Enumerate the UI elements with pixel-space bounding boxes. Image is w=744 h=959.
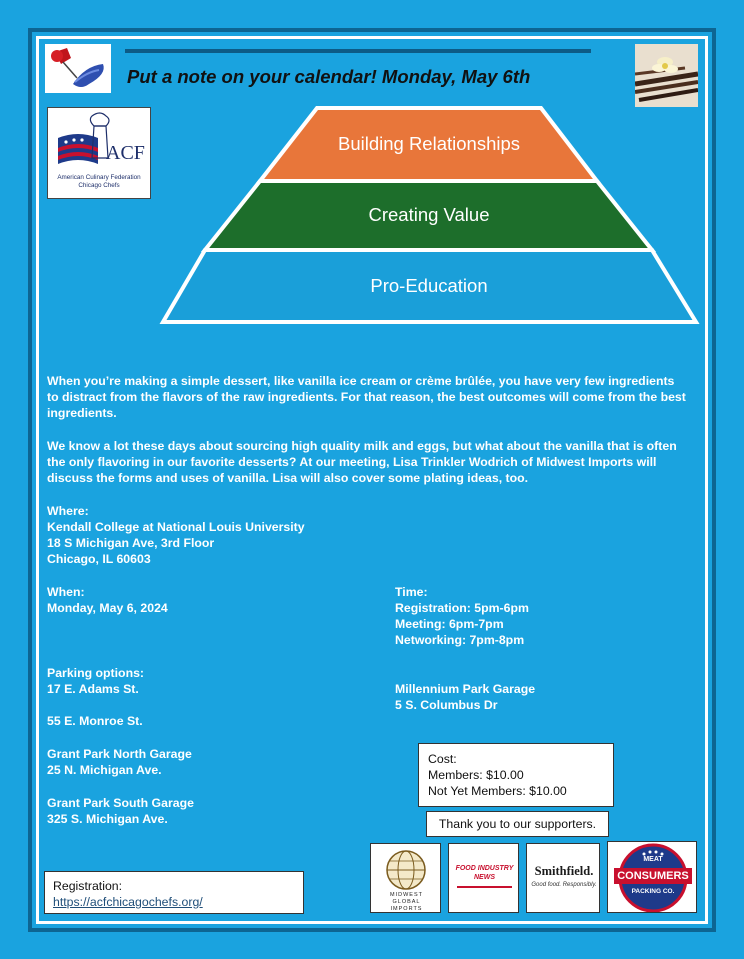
tier-label-education: Pro-Education: [370, 275, 488, 296]
sponsor-food-industry-news[interactable]: [448, 843, 519, 913]
cost-box: [418, 743, 614, 807]
consumers-bottom-text: PACKING CO.: [631, 888, 675, 895]
cost-members: Members: $10.00: [428, 768, 524, 782]
tier-label-relationships: Building Relationships: [337, 133, 521, 154]
parking-option-1: 17 E. Adams St.: [47, 682, 139, 696]
when-heading: When:: [47, 585, 85, 599]
when-date: Monday, May 6, 2024: [47, 601, 168, 615]
where-line-1: Kendall College at National Louis University: [47, 520, 305, 534]
parking-option-3-address: 25 N. Michigan Ave.: [47, 763, 162, 777]
time-meeting: Meeting: 6pm-7pm: [395, 617, 504, 631]
where-line-3: Chicago, IL 60603: [47, 552, 151, 566]
acf-org-line1: American Culinary Federation: [57, 174, 141, 181]
registration-label: Registration:: [53, 879, 123, 893]
paragraph-intro: When you’re making a simple dessert, like vanilla ice cream or crème brûlée, you have very few ingredients to distract from the flavors of the raw ingredients. For that reason, the best outcomes will come from the best ingredients.: [47, 374, 686, 420]
parking-option-5-name: Millennium Park Garage: [395, 682, 536, 696]
parking-option-2: 55 E. Monroe St.: [47, 714, 143, 728]
paragraph-meeting: We know a lot these days about sourcing high quality milk and eggs, but what about the vanilla that is often the only flavoring in our favorite desserts? At our meeting, Lisa Trinkler Wodrich of Midwest Imports will discuss the forms and uses of vanilla. Lisa will also cover some plating ideas, too.: [47, 439, 677, 485]
where-heading: Where:: [47, 504, 89, 518]
cost-heading: Cost:: [428, 752, 457, 766]
consumers-logo-text: CONSUMERS: [617, 870, 689, 882]
parking-option-5-address: 5 S. Columbus Dr: [395, 698, 498, 712]
sponsor-midwest-global-imports[interactable]: [370, 843, 441, 913]
tier-label-value: Creating Value: [368, 204, 490, 225]
parking-heading: Parking options:: [47, 666, 145, 680]
consumers-top-text: MEAT: [643, 856, 663, 863]
parking-option-4-name: Grant Park South Garage: [47, 796, 194, 810]
acf-org-line2: Chicago Chefs: [78, 182, 120, 189]
registration-link[interactable]: https://acfchicagochefs.org/: [53, 895, 203, 909]
time-registration: Registration: 5pm-6pm: [395, 601, 529, 615]
parking-option-4-address: 325 S. Michigan Ave.: [47, 812, 168, 826]
where-line-2: 18 S Michigan Ave, 3rd Floor: [47, 536, 215, 550]
time-heading: Time:: [395, 585, 428, 599]
midwest-logo-text: MIDWEST GLOBAL IMPORTS: [390, 892, 423, 912]
supporters-thanks: Thank you to our supporters.: [426, 811, 609, 837]
parking-option-3-name: Grant Park North Garage: [47, 747, 192, 761]
acf-letters: ACF: [106, 142, 145, 164]
food-industry-rule: [457, 886, 512, 888]
sponsor-consumers-packing[interactable]: [607, 841, 697, 913]
sponsor-smithfield[interactable]: [526, 843, 600, 913]
smithfield-logo-text: Smithfield.: [534, 864, 594, 878]
smithfield-tagline: Good food. Responsibly.: [531, 882, 597, 888]
time-networking: Networking: 7pm-8pm: [395, 633, 525, 647]
cost-non-members: Not Yet Members: $10.00: [428, 784, 567, 798]
registration-box: [44, 871, 304, 914]
page-headline: Put a note on your calendar! Monday, May 6th: [127, 66, 531, 87]
food-industry-logo-text: FOOD INDUSTRY NEWS: [455, 865, 514, 881]
